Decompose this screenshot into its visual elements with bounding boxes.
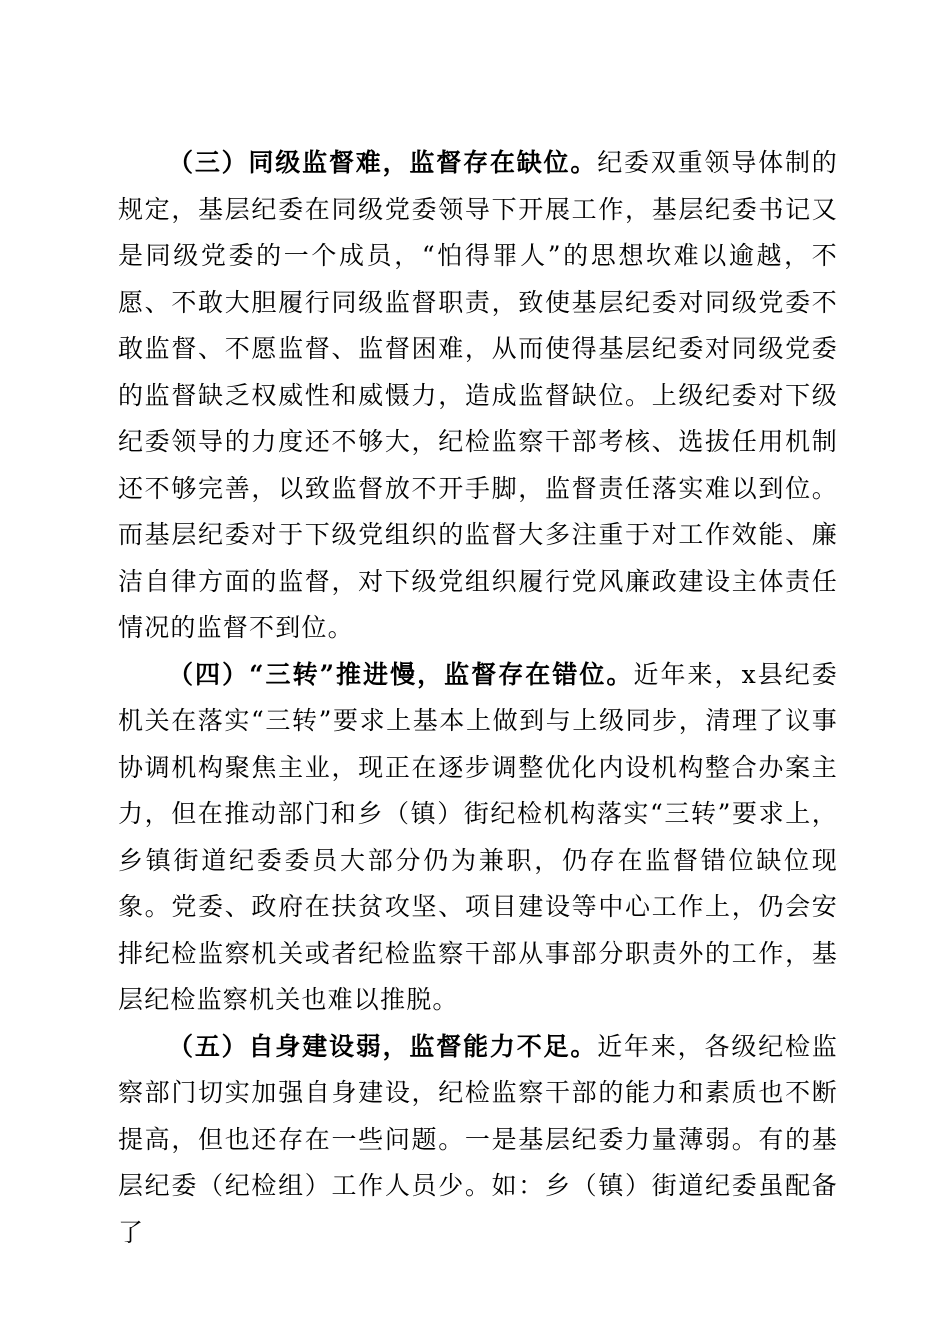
paragraph-body: 纪委双重领导体制的规定，基层纪委在同级党委领导下开展工作，基层纪委书记又是同级党委的一个成员，“怕得罪人”的思想坎难以逾越，不愿、不敢大胆履行同级监督职责，致使基层纪委对同级党委不敢监督、不愿监督、监督困难，从而使得基层纪委对同级党委的监督缺乏权威性和威慑力，造成监督缺位。上级纪委对下级纪委领导的力度还不够大，纪检监察干部考核、选拔任用机制还不够完善，以致监督放不开手脚，监督责任落实难以到位。而基层纪委对于下级党组织的监督大多注重于对工作效能、廉洁自律方面的监督，对下级党组织履行党风廉政建设主体责任情况的监督不到位。 — [118, 148, 838, 642]
paragraph-4 — [118, 652, 838, 1024]
paragraph-body: 近年来，各级纪检监察部门切实加强自身建设，纪检监察干部的能力和素质也不断提高，但也还存在一些问题。一是基层纪委力量薄弱。有的基层纪委（纪检组）工作人员少。如：乡（镇）街道纪委虽配备了 — [118, 1031, 838, 1247]
paragraph-heading: （三）同级监督难，监督存在缺位。 — [168, 148, 598, 177]
paragraph-5 — [118, 1024, 838, 1257]
paragraph-heading: （五）自身建设弱，监督能力不足。 — [168, 1031, 598, 1061]
paragraph-body: 近年来，x县纪委机关在落实“三转”要求上基本上做到与上级同步，清理了议事协调机构聚焦主业，现正在逐步调整优化内设机构整合办案主力，但在推动部门和乡（镇）街纪检机构落实“三转”要求上，乡镇街道纪委委员大部分仍为兼职，仍存在监督错位缺位现象。党委、政府在扶贫攻坚、项目建设等中心工作上，仍会安排纪检监察机关或者纪检监察干部从事部分职责外的工作，基层纪检监察机关也难以推脱。 — [118, 659, 838, 1014]
paragraph-3 — [118, 140, 838, 652]
paragraph-heading: （四）“三转”推进慢，监督存在错位。 — [168, 659, 634, 689]
document-page — [118, 140, 838, 1256]
